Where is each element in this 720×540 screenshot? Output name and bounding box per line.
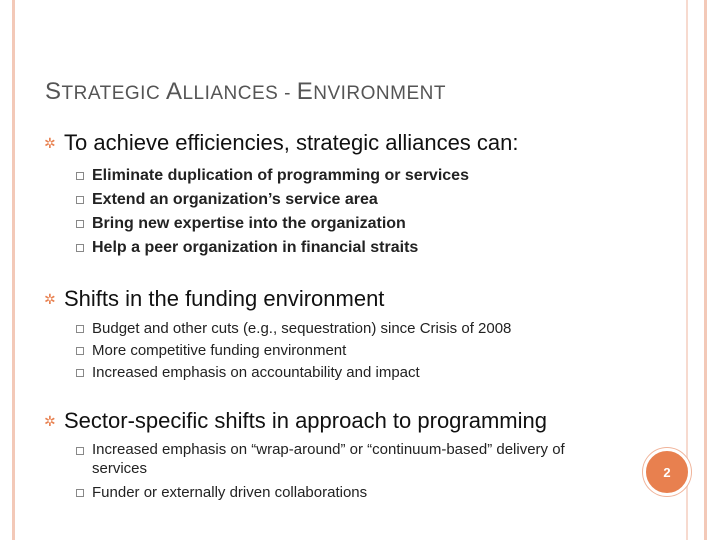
title-initial-a: A <box>165 78 183 105</box>
gear-bullet-icon: ✲ <box>44 413 56 429</box>
list-item <box>44 212 664 236</box>
square-bullet-icon <box>76 489 84 497</box>
list-item <box>44 236 664 260</box>
section-heading <box>44 408 664 434</box>
slide-body <box>44 130 664 518</box>
title-word-alliances: LLIANCES - <box>182 83 297 104</box>
list-item-text: Bring new expertise into the organization <box>92 215 406 232</box>
slide-number: 2 <box>663 464 671 480</box>
list-item-text: Extend an organization’s service area <box>92 191 378 208</box>
left-border-line <box>12 0 15 540</box>
title-word-strategic: TRATEGIC <box>61 83 166 104</box>
section-heading-text: Shifts in the funding environment <box>64 286 385 311</box>
right-border-line <box>704 0 707 540</box>
list-item-text: Funder or externally driven collaborations <box>92 484 368 501</box>
square-bullet-icon <box>76 244 84 252</box>
list-item-text: Help a peer organization in financial straits <box>92 239 419 256</box>
section-heading-text: To achieve efficiencies, strategic alliances can: <box>64 130 519 155</box>
list-item-text: More competitive funding environment <box>92 342 347 359</box>
gear-bullet-icon: ✲ <box>44 135 56 151</box>
square-bullet-icon <box>76 369 84 377</box>
title-word-environment: NVIRONMENT <box>313 83 446 104</box>
list-item <box>44 164 664 188</box>
list-item <box>44 340 664 362</box>
list-item <box>44 440 592 478</box>
list-item-text: Budget and other cuts (e.g., sequestration) since Crisis of 2008 <box>92 320 512 337</box>
title-initial-e: E <box>296 78 314 105</box>
square-bullet-icon <box>76 325 84 333</box>
square-bullet-icon <box>76 347 84 355</box>
list-item <box>44 188 664 212</box>
section-programming <box>44 408 664 504</box>
section-efficiencies <box>44 130 664 260</box>
slide-title <box>45 78 446 106</box>
square-bullet-icon <box>76 172 84 180</box>
list-item-text: Increased emphasis on “wrap-around” or “continuum-based” delivery of services <box>92 441 565 477</box>
section-funding <box>44 286 664 384</box>
gear-bullet-icon: ✲ <box>44 291 56 307</box>
slide-number-badge <box>643 448 691 496</box>
section-heading-text: Sector-specific shifts in approach to programming <box>64 408 547 433</box>
list-item <box>44 318 664 340</box>
section-heading <box>44 286 664 312</box>
list-item-text: Eliminate duplication of programming or services <box>92 167 469 184</box>
list-item <box>44 362 664 384</box>
title-initial-s: S <box>45 78 62 105</box>
list-item-text: Increased emphasis on accountability and impact <box>92 364 420 381</box>
square-bullet-icon <box>76 220 84 228</box>
section-heading <box>44 130 664 156</box>
square-bullet-icon <box>76 196 84 204</box>
square-bullet-icon <box>76 447 84 455</box>
list-item <box>44 482 664 504</box>
